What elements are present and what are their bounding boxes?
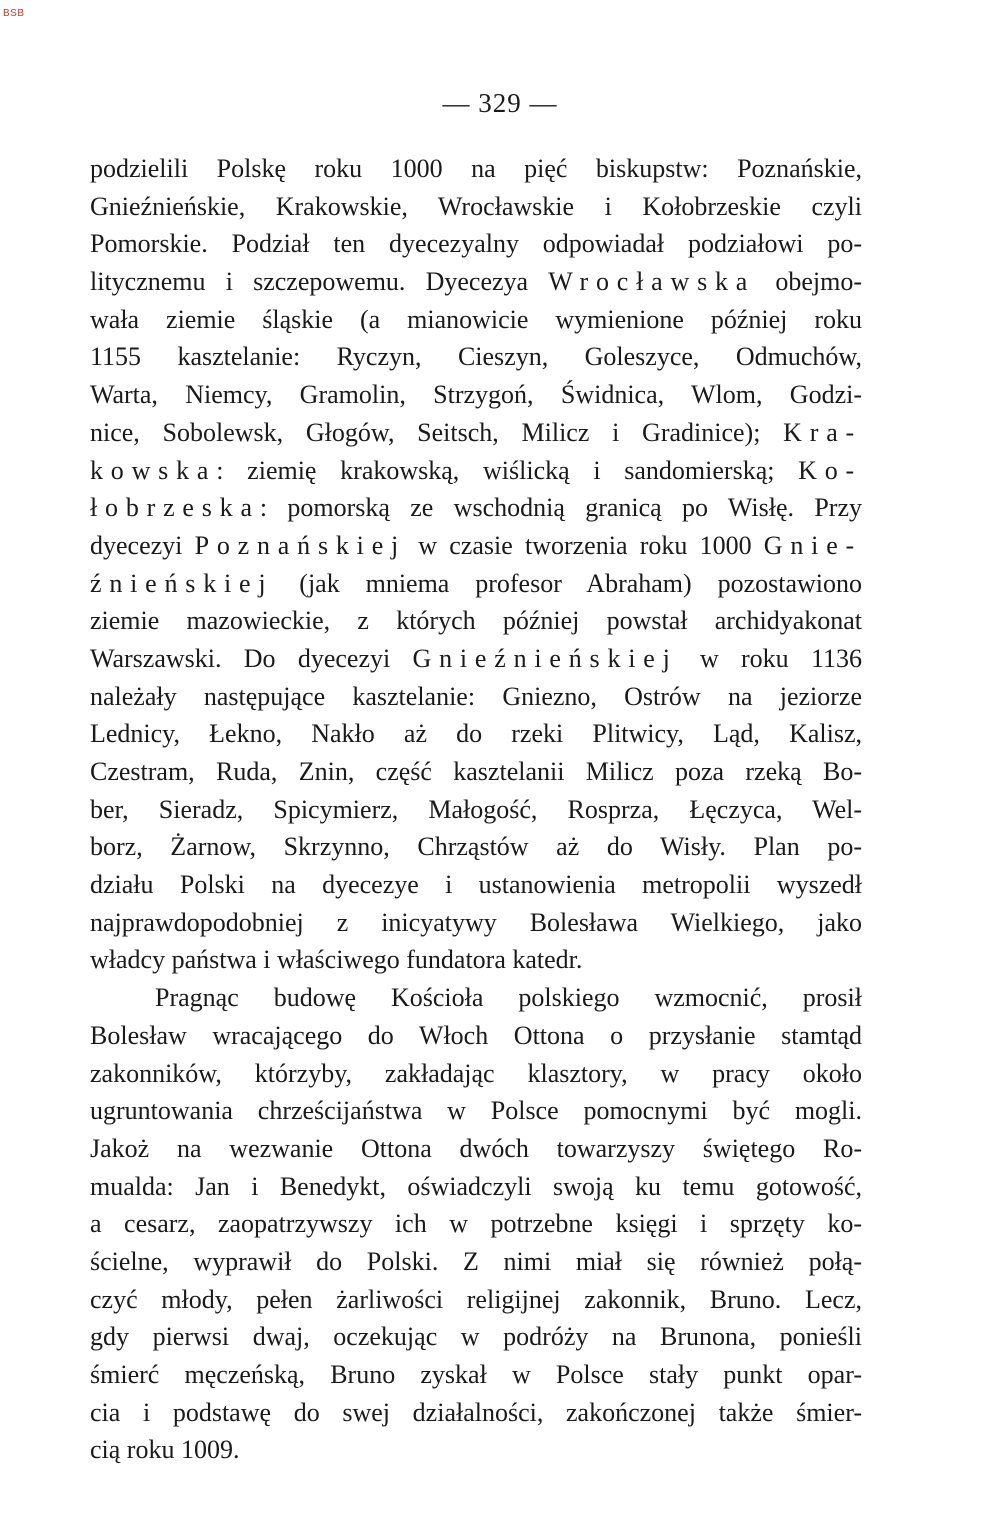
text-run: Jakoż na wezwanie Ottona dwóch towarzyszy świętego Ro- [90, 1133, 862, 1163]
page-number: — 329 — [442, 88, 558, 118]
spaced-emphasis: Wrocławska [548, 267, 756, 297]
spaced-emphasis: Kra- [783, 417, 862, 447]
text-line [90, 1130, 862, 1168]
text-line [90, 1092, 862, 1130]
text-line [90, 904, 862, 942]
text-line [90, 1243, 862, 1281]
text-line [90, 1356, 862, 1394]
text-run: Warta, Niemcy, Gramolin, Strzygoń, Świdnica, Wlom, Godzi- [90, 380, 862, 410]
text-run: Pomorskie. Podział ten dyecezyalny odpowiadał podziałowi po- [90, 229, 862, 259]
text-run: w roku 1136 [677, 643, 862, 673]
text-run: 1155 kasztelanie: Ryczyn, Cieszyn, Goleszyce, Odmuchów, [90, 342, 862, 372]
text-line [90, 1055, 862, 1093]
text-run: gdy pierwsi dwaj, oczekując w podróży na Brunona, ponieśli [90, 1322, 862, 1352]
text-line [90, 1318, 862, 1356]
text-line [90, 301, 862, 339]
text-line [90, 150, 862, 188]
text-line [90, 1168, 862, 1206]
text-run: ber, Sieradz, Spicymierz, Małogość, Rosprza, Łęczyca, Wel- [90, 794, 862, 824]
spaced-emphasis: Gnie- [763, 530, 862, 560]
text-line [90, 376, 862, 414]
text-line [90, 828, 862, 866]
spaced-emphasis: źnieńskiej [90, 568, 274, 598]
text-run: nice, Sobolewsk, Głogów, Seitsch, Milicz i Gradinice); [90, 417, 784, 447]
text-line [90, 753, 862, 791]
text-line [90, 1281, 862, 1319]
text-run: borz, Żarnow, Skrzynno, Chrząstów aż do Wisły. Plan po- [90, 832, 862, 862]
text-line [90, 602, 862, 640]
text-line [90, 225, 862, 263]
text-line [90, 1394, 862, 1432]
text-run: : pomorską ze wschodnią granicą po Wisłę. Przy [259, 493, 862, 523]
text-run: Gnieźnieńskie, Krakowskie, Wrocławskie i Kołobrzeskie czyli [90, 191, 862, 221]
text-line [90, 263, 862, 301]
text-run: działu Polski na dyecezye i ustanowienia metropolii wyszedł [90, 870, 862, 900]
text-run: Pragnąc budowę Kościoła polskiego wzmocnić, prosił [155, 983, 862, 1013]
text-run: Bolesław wracającego do Włoch Ottona o przysłanie stamtąd [90, 1020, 862, 1050]
text-line [90, 414, 862, 452]
text-run: wała ziemie śląskie (a mianowicie wymienione później roku [90, 304, 862, 334]
text-run: ziemie mazowieckie, z których później powstał archidyakonat [90, 606, 862, 636]
text-run: mualda: Jan i Benedykt, oświadczyli swoją ku temu gotowość, [90, 1171, 862, 1201]
text-run: obejmo- [755, 267, 862, 297]
text-line [90, 1017, 862, 1055]
text-line [90, 791, 862, 829]
text-line [90, 715, 862, 753]
text-run: (jak mniema profesor Abraham) pozostawiono [273, 568, 862, 598]
text-run: Warszawski. Do dyecezyi [90, 643, 413, 673]
spaced-emphasis: łobrzeska [90, 493, 260, 523]
text-run: cią roku 1009. [90, 1435, 240, 1465]
text-run: cia i podstawę do swej działalności, zakończonej także śmier- [90, 1397, 862, 1427]
page-body-text [90, 150, 862, 1469]
text-run: należały następujące kasztelanie: Gniezno, Ostrów na jeziorze [90, 681, 862, 711]
text-line [90, 640, 862, 678]
spaced-emphasis: Poznańskiej [194, 530, 407, 560]
text-run: litycznemu i szczepowemu. Dyecezya [90, 267, 549, 297]
spaced-emphasis: Gnieźnieńskiej [412, 643, 678, 673]
text-run: Lednicy, Łekno, Nakło aż do rzeki Plitwicy, Ląd, Kalisz, [90, 719, 862, 749]
text-line [90, 866, 862, 904]
text-run: zakonników, którzyby, zakładając klasztory, w pracy około [90, 1058, 862, 1088]
text-run: Czestram, Ruda, Znin, część kasztelanii Milicz poza rzeką Bo- [90, 757, 862, 786]
text-run: władcy państwa i właściwego fundatora katedr. [90, 945, 583, 975]
text-line [90, 338, 862, 376]
paragraph-start-line [90, 979, 862, 1017]
text-line [90, 188, 862, 226]
text-run: : ziemię krakowską, wiślicką i sandomierską; [216, 455, 799, 485]
spaced-emphasis: kowska [90, 455, 217, 485]
text-line [90, 565, 862, 603]
text-line [90, 452, 862, 490]
spaced-emphasis: Ko- [798, 455, 862, 485]
text-run: śmierć męczeńską, Bruno zyskał w Polsce stały punkt opar- [90, 1360, 862, 1389]
text-line [90, 678, 862, 716]
text-line [90, 489, 862, 527]
text-run: najprawdopodobniej z inicyatywy Bolesława Wielkiego, jako [90, 907, 862, 937]
text-line [90, 1431, 862, 1469]
text-line [90, 941, 862, 979]
text-run: dyecezyi [90, 530, 195, 560]
library-watermark: BSB [3, 8, 25, 19]
text-run: ścielne, wyprawił do Polski. Z nimi miał się również połą- [90, 1246, 862, 1276]
text-run: czyć młody, pełen żarliwości religijnej zakonnik, Bruno. Lecz, [90, 1284, 862, 1314]
text-line [90, 527, 862, 565]
text-run: w czasie tworzenia roku 1000 [406, 530, 764, 560]
text-line [90, 1205, 862, 1243]
text-run: podzielili Polskę roku 1000 na pięć biskupstw: Poznańskie, [90, 154, 862, 183]
text-run: ugruntowania chrześcijaństwa w Polsce pomocnymi być mogli. [90, 1096, 862, 1126]
text-run: a cesarz, zaopatrzywszy ich w potrzebne księgi i sprzęty ko- [90, 1209, 862, 1239]
